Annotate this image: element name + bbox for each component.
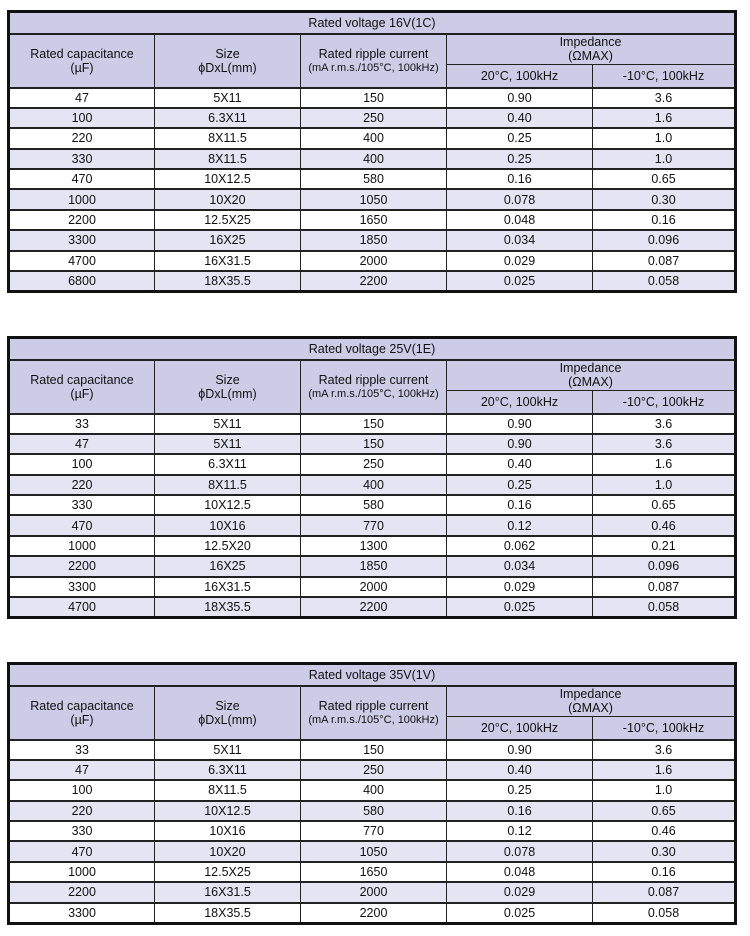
header-capacitance-label: Rated capacitance — [30, 46, 134, 61]
cell-ripple-current: 2200 — [301, 597, 447, 617]
table-row — [9, 128, 736, 148]
cell-impedance-20c: 0.25 — [447, 128, 593, 148]
cell-ripple-current: 400 — [301, 128, 447, 148]
cell-size: 8X11.5 — [155, 128, 301, 148]
table-row — [9, 414, 736, 434]
header-size-label: Size — [215, 46, 240, 61]
header-capacitance-label: Rated capacitance — [30, 698, 134, 713]
table-row — [9, 210, 736, 230]
cell-impedance-minus10c: 1.0 — [593, 149, 736, 169]
cell-impedance-minus10c: 0.46 — [593, 821, 736, 841]
cell-ripple-current: 1850 — [301, 230, 447, 250]
header-impedance-unit: (ΩMAX) — [568, 701, 613, 716]
cell-ripple-current: 2200 — [301, 271, 447, 291]
cell-impedance-20c: 0.25 — [447, 780, 593, 800]
cell-impedance-20c: 0.078 — [447, 841, 593, 861]
cell-capacitance: 47 — [9, 760, 155, 780]
cell-capacitance: 33 — [9, 414, 155, 434]
cell-impedance-minus10c: 0.096 — [593, 556, 736, 576]
header-impedance-unit: (ΩMAX) — [568, 49, 613, 64]
cell-size: 8X11.5 — [155, 149, 301, 169]
header-ripple-unit: (mA r.m.s./105°C, 100kHz) — [308, 387, 439, 400]
table-body — [9, 740, 736, 924]
table-row — [9, 882, 736, 902]
table-row — [9, 434, 736, 454]
cell-impedance-minus10c: 0.21 — [593, 536, 736, 556]
cell-impedance-minus10c: 0.087 — [593, 577, 736, 597]
header-impedance-minus10c: -10°C, 100kHz — [593, 390, 736, 414]
header-impedance-20c: 20°C, 100kHz — [447, 64, 593, 88]
cell-ripple-current: 770 — [301, 515, 447, 535]
cell-ripple-current: 2200 — [301, 903, 447, 923]
cell-size: 5X11 — [155, 88, 301, 108]
header-ripple — [301, 686, 447, 740]
cell-impedance-20c: 0.16 — [447, 169, 593, 189]
cell-impedance-minus10c: 0.096 — [593, 230, 736, 250]
table-row — [9, 149, 736, 169]
cell-size: 12.5X25 — [155, 210, 301, 230]
header-capacitance — [9, 686, 155, 740]
cell-size: 6.3X11 — [155, 454, 301, 474]
cell-ripple-current: 1300 — [301, 536, 447, 556]
table-row — [9, 577, 736, 597]
cell-size: 6.3X11 — [155, 760, 301, 780]
cell-impedance-20c: 0.25 — [447, 149, 593, 169]
cell-impedance-20c: 0.048 — [447, 862, 593, 882]
table-row — [9, 189, 736, 209]
cell-impedance-minus10c: 0.16 — [593, 210, 736, 230]
cell-capacitance: 1000 — [9, 862, 155, 882]
cell-impedance-minus10c: 1.6 — [593, 454, 736, 474]
table-row — [9, 475, 736, 495]
table-row — [9, 271, 736, 291]
cell-size: 10X16 — [155, 821, 301, 841]
cell-size: 8X11.5 — [155, 780, 301, 800]
cell-capacitance: 47 — [9, 88, 155, 108]
cell-impedance-minus10c: 1.6 — [593, 108, 736, 128]
header-impedance — [447, 34, 736, 64]
cell-impedance-20c: 0.40 — [447, 760, 593, 780]
cell-capacitance: 330 — [9, 821, 155, 841]
cell-capacitance: 470 — [9, 169, 155, 189]
cell-size: 16X31.5 — [155, 251, 301, 271]
cell-capacitance: 2200 — [9, 210, 155, 230]
cell-capacitance: 220 — [9, 128, 155, 148]
table-row — [9, 821, 736, 841]
cell-capacitance: 3300 — [9, 903, 155, 923]
header-size-unit: ϕDxL(mm) — [198, 712, 257, 727]
table-row — [9, 169, 736, 189]
cell-impedance-20c: 0.40 — [447, 108, 593, 128]
header-impedance-minus10c: -10°C, 100kHz — [593, 716, 736, 740]
cell-impedance-20c: 0.078 — [447, 189, 593, 209]
cell-size: 16X31.5 — [155, 577, 301, 597]
cell-impedance-20c: 0.40 — [447, 454, 593, 474]
cell-impedance-20c: 0.12 — [447, 821, 593, 841]
cell-size: 18X35.5 — [155, 271, 301, 291]
cell-ripple-current: 770 — [301, 821, 447, 841]
cell-impedance-minus10c: 0.087 — [593, 882, 736, 902]
header-ripple — [301, 360, 447, 414]
cell-impedance-20c: 0.90 — [447, 88, 593, 108]
header-size — [155, 360, 301, 414]
header-size — [155, 34, 301, 88]
header-impedance-20c: 20°C, 100kHz — [447, 716, 593, 740]
cell-impedance-minus10c: 1.0 — [593, 475, 736, 495]
cell-ripple-current: 1050 — [301, 189, 447, 209]
cell-size: 5X11 — [155, 740, 301, 760]
header-capacitance-unit: (µF) — [70, 386, 94, 401]
header-size-unit: ϕDxL(mm) — [198, 60, 257, 75]
cell-impedance-20c: 0.062 — [447, 536, 593, 556]
cell-capacitance: 6800 — [9, 271, 155, 291]
cell-size: 10X12.5 — [155, 169, 301, 189]
cell-impedance-minus10c: 3.6 — [593, 88, 736, 108]
rated-voltage-table — [7, 662, 737, 925]
cell-size: 18X35.5 — [155, 597, 301, 617]
cell-capacitance: 330 — [9, 495, 155, 515]
cell-impedance-minus10c: 1.6 — [593, 760, 736, 780]
cell-impedance-minus10c: 3.6 — [593, 414, 736, 434]
cell-size: 8X11.5 — [155, 475, 301, 495]
table-row — [9, 841, 736, 861]
rated-voltage-table — [7, 336, 737, 619]
cell-capacitance: 470 — [9, 515, 155, 535]
cell-impedance-minus10c: 3.6 — [593, 740, 736, 760]
cell-ripple-current: 400 — [301, 780, 447, 800]
cell-ripple-current: 250 — [301, 108, 447, 128]
table-row — [9, 515, 736, 535]
cell-impedance-20c: 0.16 — [447, 495, 593, 515]
cell-size: 12.5X25 — [155, 862, 301, 882]
header-capacitance — [9, 360, 155, 414]
cell-size: 16X25 — [155, 556, 301, 576]
cell-capacitance: 220 — [9, 475, 155, 495]
table-row — [9, 88, 736, 108]
cell-size: 10X16 — [155, 515, 301, 535]
table-title: Rated voltage 16V(1C) — [9, 12, 736, 35]
cell-impedance-minus10c: 1.0 — [593, 128, 736, 148]
cell-impedance-minus10c: 0.65 — [593, 169, 736, 189]
header-ripple-label: Rated ripple current — [318, 46, 429, 61]
cell-impedance-minus10c: 3.6 — [593, 434, 736, 454]
cell-size: 10X20 — [155, 841, 301, 861]
table-row — [9, 740, 736, 760]
header-ripple — [301, 34, 447, 88]
header-impedance-label: Impedance — [559, 687, 622, 702]
cell-impedance-minus10c: 0.16 — [593, 862, 736, 882]
cell-capacitance: 47 — [9, 434, 155, 454]
cell-capacitance: 100 — [9, 780, 155, 800]
table-row — [9, 230, 736, 250]
header-impedance-label: Impedance — [559, 35, 622, 50]
cell-ripple-current: 150 — [301, 414, 447, 434]
cell-impedance-20c: 0.029 — [447, 251, 593, 271]
cell-size: 5X11 — [155, 434, 301, 454]
cell-size: 16X25 — [155, 230, 301, 250]
cell-impedance-20c: 0.048 — [447, 210, 593, 230]
cell-impedance-20c: 0.25 — [447, 475, 593, 495]
header-capacitance-label: Rated capacitance — [30, 372, 134, 387]
cell-impedance-minus10c: 0.058 — [593, 271, 736, 291]
header-impedance — [447, 360, 736, 390]
cell-ripple-current: 400 — [301, 475, 447, 495]
cell-impedance-minus10c: 0.30 — [593, 189, 736, 209]
table-title: Rated voltage 35V(1V) — [9, 664, 736, 687]
header-ripple-unit: (mA r.m.s./105°C, 100kHz) — [308, 713, 439, 726]
table-body — [9, 88, 736, 292]
cell-size: 5X11 — [155, 414, 301, 434]
cell-capacitance: 2200 — [9, 556, 155, 576]
cell-capacitance: 3300 — [9, 230, 155, 250]
cell-ripple-current: 1650 — [301, 862, 447, 882]
cell-capacitance: 470 — [9, 841, 155, 861]
cell-ripple-current: 2000 — [301, 577, 447, 597]
header-capacitance — [9, 34, 155, 88]
cell-impedance-minus10c: 0.65 — [593, 495, 736, 515]
table-row — [9, 760, 736, 780]
cell-ripple-current: 150 — [301, 88, 447, 108]
cell-size: 10X12.5 — [155, 495, 301, 515]
cell-impedance-20c: 0.034 — [447, 230, 593, 250]
cell-ripple-current: 1650 — [301, 210, 447, 230]
cell-impedance-minus10c: 0.087 — [593, 251, 736, 271]
cell-ripple-current: 580 — [301, 801, 447, 821]
cell-capacitance: 3300 — [9, 577, 155, 597]
header-impedance — [447, 686, 736, 716]
cell-ripple-current: 150 — [301, 740, 447, 760]
header-size-label: Size — [215, 372, 240, 387]
cell-capacitance: 220 — [9, 801, 155, 821]
cell-impedance-minus10c: 0.30 — [593, 841, 736, 861]
cell-impedance-minus10c: 0.058 — [593, 903, 736, 923]
cell-ripple-current: 1850 — [301, 556, 447, 576]
cell-impedance-20c: 0.12 — [447, 515, 593, 535]
table-row — [9, 536, 736, 556]
cell-impedance-20c: 0.90 — [447, 434, 593, 454]
table-row — [9, 556, 736, 576]
cell-capacitance: 100 — [9, 454, 155, 474]
cell-impedance-20c: 0.025 — [447, 271, 593, 291]
header-capacitance-unit: (µF) — [70, 60, 94, 75]
header-impedance-minus10c: -10°C, 100kHz — [593, 64, 736, 88]
cell-ripple-current: 580 — [301, 169, 447, 189]
cell-impedance-20c: 0.90 — [447, 740, 593, 760]
cell-impedance-20c: 0.029 — [447, 577, 593, 597]
cell-impedance-20c: 0.025 — [447, 903, 593, 923]
header-ripple-label: Rated ripple current — [318, 698, 429, 713]
cell-ripple-current: 1050 — [301, 841, 447, 861]
cell-ripple-current: 2000 — [301, 251, 447, 271]
cell-impedance-minus10c: 0.65 — [593, 801, 736, 821]
cell-capacitance: 330 — [9, 149, 155, 169]
cell-size: 6.3X11 — [155, 108, 301, 128]
cell-ripple-current: 580 — [301, 495, 447, 515]
cell-size: 16X31.5 — [155, 882, 301, 902]
cell-capacitance: 4700 — [9, 251, 155, 271]
rated-voltage-table — [7, 10, 737, 293]
cell-impedance-20c: 0.025 — [447, 597, 593, 617]
cell-capacitance: 2200 — [9, 882, 155, 902]
cell-size: 10X12.5 — [155, 801, 301, 821]
table-row — [9, 903, 736, 923]
header-size-label: Size — [215, 698, 240, 713]
table-row — [9, 801, 736, 821]
table-row — [9, 780, 736, 800]
header-ripple-unit: (mA r.m.s./105°C, 100kHz) — [308, 61, 439, 74]
cell-size: 10X20 — [155, 189, 301, 209]
table-row — [9, 251, 736, 271]
header-size-unit: ϕDxL(mm) — [198, 386, 257, 401]
cell-impedance-20c: 0.90 — [447, 414, 593, 434]
cell-ripple-current: 250 — [301, 760, 447, 780]
cell-impedance-20c: 0.029 — [447, 882, 593, 902]
cell-capacitance: 1000 — [9, 189, 155, 209]
cell-ripple-current: 250 — [301, 454, 447, 474]
cell-ripple-current: 2000 — [301, 882, 447, 902]
header-size — [155, 686, 301, 740]
table-row — [9, 597, 736, 617]
cell-capacitance: 100 — [9, 108, 155, 128]
table-body — [9, 414, 736, 618]
cell-ripple-current: 150 — [301, 434, 447, 454]
cell-ripple-current: 400 — [301, 149, 447, 169]
cell-size: 18X35.5 — [155, 903, 301, 923]
cell-size: 12.5X20 — [155, 536, 301, 556]
table-row — [9, 108, 736, 128]
cell-impedance-minus10c: 1.0 — [593, 780, 736, 800]
cell-impedance-20c: 0.16 — [447, 801, 593, 821]
cell-impedance-minus10c: 0.46 — [593, 515, 736, 535]
cell-impedance-minus10c: 0.058 — [593, 597, 736, 617]
header-impedance-20c: 20°C, 100kHz — [447, 390, 593, 414]
cell-capacitance: 4700 — [9, 597, 155, 617]
cell-capacitance: 33 — [9, 740, 155, 760]
table-title: Rated voltage 25V(1E) — [9, 338, 736, 361]
header-impedance-unit: (ΩMAX) — [568, 375, 613, 390]
cell-impedance-20c: 0.034 — [447, 556, 593, 576]
table-row — [9, 862, 736, 882]
table-row — [9, 454, 736, 474]
header-ripple-label: Rated ripple current — [318, 372, 429, 387]
table-row — [9, 495, 736, 515]
header-impedance-label: Impedance — [559, 361, 622, 376]
header-capacitance-unit: (µF) — [70, 712, 94, 727]
cell-capacitance: 1000 — [9, 536, 155, 556]
